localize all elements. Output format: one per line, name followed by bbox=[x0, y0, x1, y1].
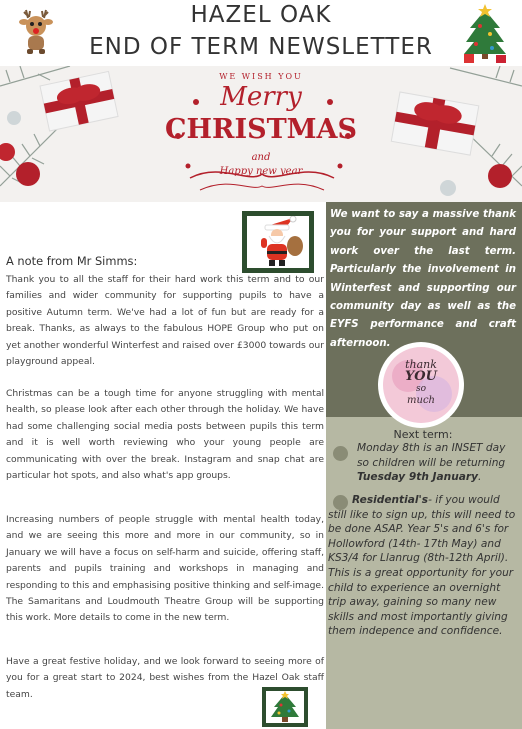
next-term-date: Tuesday 9th January bbox=[357, 471, 479, 484]
newsletter-title-line2: END OF TERM NEWSLETTER bbox=[89, 34, 433, 60]
residential-text bbox=[328, 493, 518, 639]
residential-body: - if you would still like to sign up, this will need to be done ASAP. Year 5's and 6's for Hollowford (14th- 17th May) and KS3/4 for Llanrug (8th-12th April). This is a great opportunity for your child to experience an overnight trip away, gaining so many new skills and most importantly giving them indepence and confidence. bbox=[328, 494, 516, 638]
christmas-tree-icon bbox=[462, 4, 508, 64]
residential-label: Residential's bbox=[352, 494, 429, 506]
banner-happy-new-year: Happy new year bbox=[219, 166, 303, 177]
note-paragraph-4: Have a great festive holiday, and we look forward to seeing more of you for a great start to 2024, best wishes from the Hazel Oak staff team. bbox=[6, 656, 324, 700]
small-tree-frame bbox=[262, 687, 308, 727]
next-term-text bbox=[357, 441, 517, 485]
bullet-dot bbox=[333, 446, 348, 461]
badge-line-1: thank bbox=[405, 358, 437, 371]
banner-and: and bbox=[251, 152, 271, 163]
newsletter-title-line1: HAZEL OAK bbox=[190, 2, 332, 28]
note-paragraph-2: Christmas can be a tough time for anyone struggling with mental health, so please look after each other through the holiday. We have had some challenging social media posts between pupils this term and it is well worth reviewing who your young people are communicating with over the break. Instagram and snap chat are particular hot spots, and also what's app groups. bbox=[6, 388, 324, 482]
banner-merry: Merry bbox=[220, 82, 302, 112]
next-term-heading: Next term: bbox=[393, 428, 453, 441]
santa-picture-frame bbox=[242, 211, 314, 273]
next-term-end: . bbox=[478, 471, 482, 484]
santa-icon bbox=[247, 216, 309, 268]
thank-you-badge bbox=[378, 342, 464, 428]
badge-line-4: much bbox=[407, 395, 435, 406]
thanks-message: We want to say a massive thank you for your support and hard work over the last term. Particularly the involvement in Winterfest and supporting our community day as well as the EYFS performance and craft afternoon. bbox=[330, 209, 516, 349]
note-heading: A note from Mr Simms: bbox=[6, 254, 138, 268]
next-term-body: Monday 8th is an INSET day so children will be returning bbox=[357, 442, 506, 469]
banner-christmas: CHRISTMAS bbox=[165, 114, 357, 145]
badge-line-3: so bbox=[415, 384, 427, 394]
note-paragraph-3: Increasing numbers of people struggle with mental health today, and we are seeing this more and more in our community, so in January we will have a focus on self-harm and suicide, offering staff, parents and pupils training and workshops in managing and responding to this and emphasising positive thinking and self-image. The Samaritans and Loudmouth Theatre Group will be supporting this work. More details to come in the new term. bbox=[6, 514, 324, 624]
note-paragraph-1: Thank you to all the staff for their hard work this term and to our families and wider community for supporting pupils to have a positive Autumn term. We've had a lot of fun but are ready for a break. Thanks, as always to the fabulous HOPE Group who put on yet another wonderful Winterfest and raised over £3000 towards our playground appeal. bbox=[6, 274, 324, 368]
small-tree-icon bbox=[266, 691, 304, 723]
badge-line-2: YOU bbox=[405, 369, 437, 384]
banner-we-wish: WE WISH YOU bbox=[219, 72, 303, 81]
